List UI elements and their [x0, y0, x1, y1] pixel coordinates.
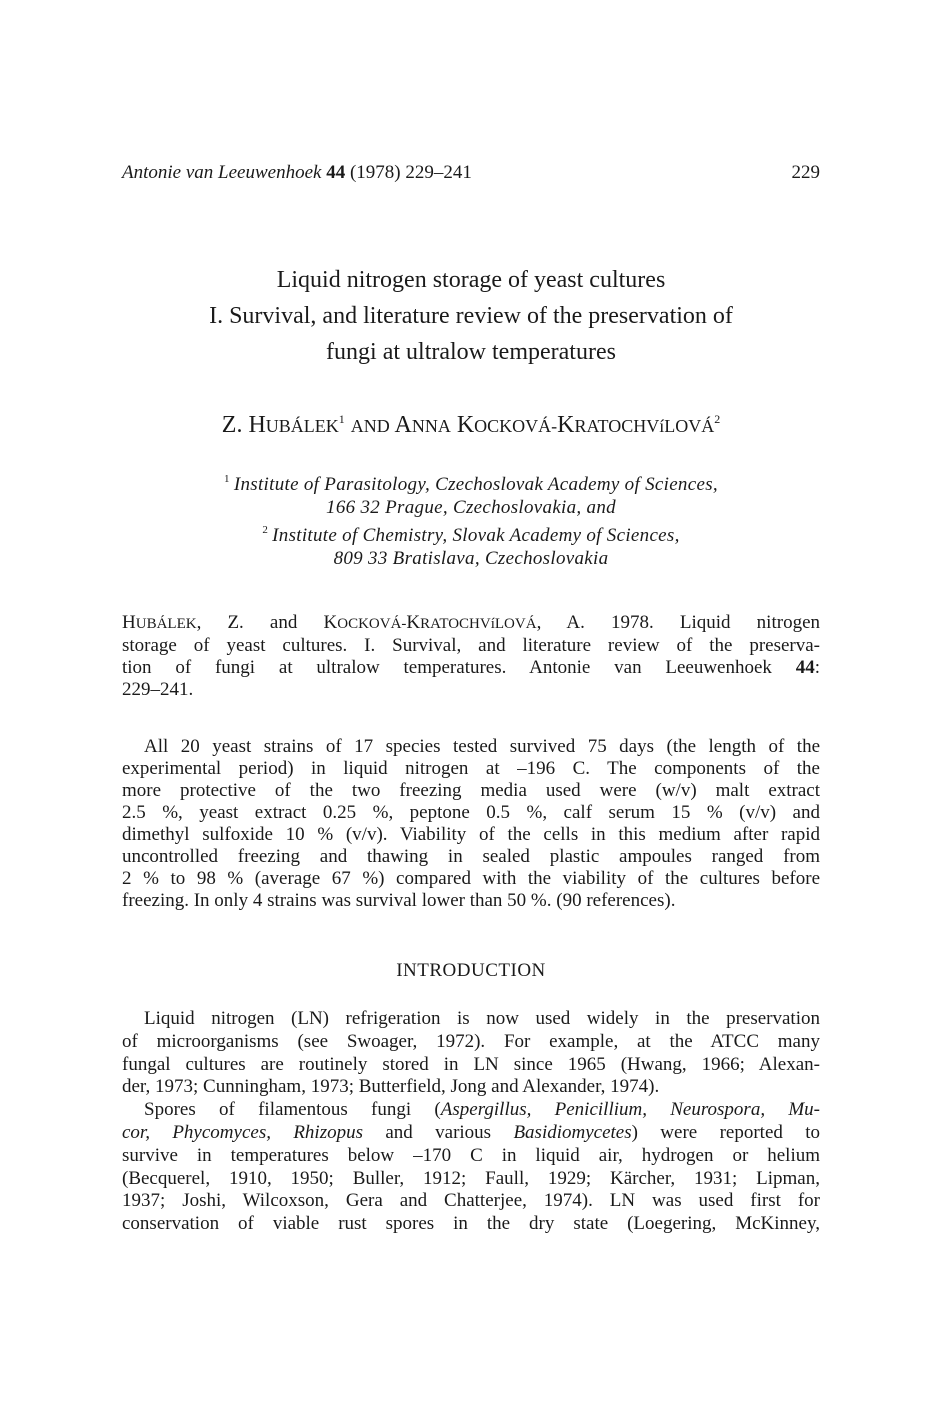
author2-first-rest: NNA	[411, 416, 451, 436]
journal-year-pages: (1978) 229–241	[349, 162, 472, 183]
citation-author1-sc: UBÁLEK	[135, 616, 197, 632]
intro-p2-line-1	[122, 1099, 820, 1122]
author1-affiliation-mark: 1	[338, 412, 345, 426]
author1-surname: UBÁLEK	[265, 416, 339, 436]
journal-volume: 44	[326, 162, 346, 183]
abstract-line: dimethyl sulfoxide 10 % (v/v). Viability of the cells in this medium after rapid	[122, 824, 820, 845]
article-title	[122, 262, 820, 370]
affiliation-2-line-2: 809 33 Bratislava, Czechoslovakia	[333, 548, 609, 569]
abstract	[122, 736, 820, 912]
intro-p1-line: of microorganisms (see Swoager, 1972). For example, at the ATCC many	[122, 1030, 820, 1052]
intro-p2-line-5: 1937; Joshi, Wilcoxson, Gera and Chatterjee, 1974). LN was used first for	[122, 1190, 820, 1212]
title-line-3: fungi at ultralow temperatures	[326, 339, 616, 365]
citation-line1-tail: , A. 1978. Liquid nitrogen	[536, 612, 821, 633]
intro-p2-l2-genera: cor, Phycomyces, Rhizopus	[122, 1121, 363, 1143]
affiliation-1-line-2: 166 32 Prague, Czechoslovakia, and	[326, 497, 616, 518]
intro-p2-l1-genera: Aspergillus, Penicillium, Neurospora, Mu-	[440, 1099, 820, 1121]
citation-author2-sc2: RATOCHVíLOVÁ	[420, 616, 537, 632]
abstract-line: more protective of the two freezing media used were (w/v) malt extract	[122, 780, 820, 801]
intro-p2-line-3: survive in temperatures below –170 C in liquid air, hydrogen or helium	[122, 1144, 820, 1166]
abstract-line: 2.5 %, yeast extract 0.25 %, peptone 0.5 %, calf serum 15 % (v/v) and	[122, 802, 820, 823]
citation-author2-sc1: OCKOVÁ-	[337, 616, 407, 632]
citation-line3-post: :	[814, 657, 820, 678]
citation-line-3	[122, 657, 820, 679]
author2-first-initial: A	[394, 412, 412, 438]
abstract-line: 2 % to 98 % (average 67 %) compared with the viability of the cultures before	[122, 868, 820, 889]
citation-author1-tail: , Z. and	[196, 612, 324, 633]
author2-last-part-1: OCKOVÁ-	[474, 416, 558, 436]
citation-line-4: 229–241.	[122, 679, 194, 700]
running-head	[122, 160, 820, 186]
citation-author2-cap2: K	[406, 612, 421, 633]
citation-block	[122, 612, 820, 701]
affiliations	[122, 468, 820, 570]
affiliation-1-text: Institute of Parasitology, Czechoslovak Academy of Sciences,	[233, 474, 718, 495]
citation-line-2: storage of yeast cultures. I. Survival, and literature review of the preserva-	[122, 635, 820, 656]
affiliation-2-text: Institute of Chemistry, Slovak Academy of Sciences,	[272, 525, 680, 546]
citation-author2-cap: K	[323, 612, 338, 633]
intro-p2-l2-post: ) were reported to	[631, 1121, 821, 1143]
author-list	[122, 402, 820, 443]
introduction-heading: INTRODUCTION	[396, 960, 546, 981]
author2-last-initial-2: K	[557, 412, 575, 438]
abstract-line: uncontrolled freezing and thawing in sealed plastic ampoules ranged from	[122, 846, 820, 867]
authors-and: AND	[350, 416, 390, 436]
intro-p1-line: der, 1973; Cunningham, 1973; Butterfield, Jong and Alexander, 1974).	[122, 1076, 660, 1098]
abstract-line: freezing. In only 4 strains was survival lower than 50 %. (90 references).	[122, 890, 676, 911]
intro-p1-line: fungal cultures are routinely stored in LN since 1965 (Hwang, 1966; Alexan-	[122, 1053, 820, 1075]
author2-last-part-2: RATOCHVíLOVÁ	[574, 416, 715, 436]
intro-p1-line: Liquid nitrogen (LN) refrigeration is now used widely in the preservation	[144, 1008, 820, 1029]
journal-name: Antonie van Leeuwenhoek	[122, 162, 322, 183]
abstract-line: experimental period) in liquid nitrogen at –196 C. The components of the	[122, 758, 820, 779]
title-line-1: Liquid nitrogen storage of yeast cultures	[276, 267, 666, 293]
citation-volume: 44	[795, 657, 815, 678]
affiliation-1-line-1	[122, 468, 820, 496]
intro-p2-line-6: conservation of viable rust spores in the dry state (Loegering, McKinney,	[122, 1213, 820, 1235]
author2-affiliation-mark: 2	[714, 412, 721, 426]
author1-initial: Z. H	[221, 412, 266, 438]
citation-line3-pre: tion of fungi at ultralow temperatures. Antonie van Leeuwenhoek	[122, 657, 772, 678]
citation-author1-cap: H	[122, 612, 136, 633]
page-number: 229	[791, 162, 820, 183]
introduction-body	[122, 1008, 820, 1236]
intro-p2-l2-mid: and various	[363, 1121, 514, 1143]
title-line-2: I. Survival, and literature review of the preservation of	[209, 303, 733, 329]
intro-p2-l1-pre: Spores of filamentous fungi (	[144, 1099, 441, 1121]
affiliation-2-line-1	[122, 519, 820, 547]
author2-last-initial-1: K	[456, 412, 475, 438]
abstract-line: All 20 yeast strains of 17 species tested survived 75 days (the length of the	[144, 736, 820, 757]
intro-p2-line-4: (Becquerel, 1910, 1950; Buller, 1912; Faull, 1929; Kärcher, 1931; Lipman,	[122, 1167, 820, 1189]
affiliation-1-mark: 1	[224, 473, 230, 485]
citation-line-1	[122, 612, 820, 635]
affiliation-2-mark: 2	[262, 524, 269, 536]
intro-p2-l2-basidiomycetes: Basidiomycetes	[513, 1121, 632, 1143]
intro-p2-line-2	[122, 1122, 820, 1145]
